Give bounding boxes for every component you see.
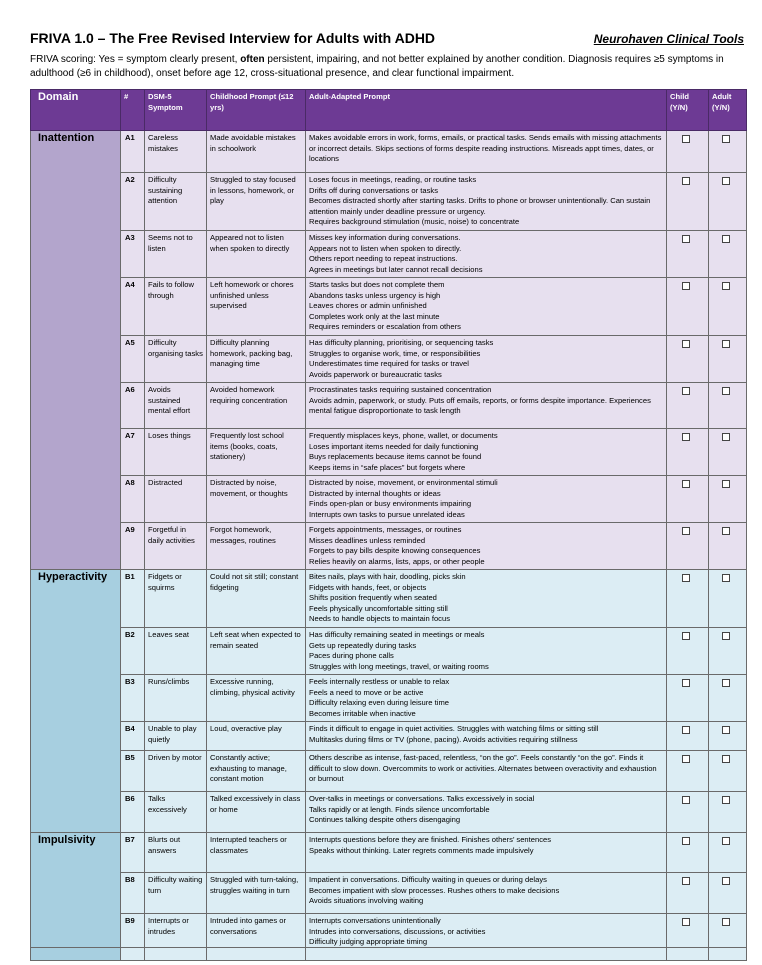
adult-prompt-line: Gets up repeatedly during tasks xyxy=(309,640,417,650)
table-row xyxy=(31,131,747,173)
childhood-prompt: Forgot homework, messages, routines xyxy=(207,523,306,570)
adult-prompt xyxy=(306,336,667,383)
adult-prompt-line: Becomes impatient with slow processes. Rushes others to make decisions xyxy=(309,885,560,895)
child-cell xyxy=(667,628,709,675)
symptom-id: A5 xyxy=(121,336,145,383)
adult-checkbox[interactable] xyxy=(722,918,730,926)
table-row xyxy=(31,914,747,961)
adult-prompt-line: Speaks without thinking. Later regrets comments made impulsively xyxy=(309,845,534,855)
adult-checkbox[interactable] xyxy=(722,433,730,441)
adult-cell xyxy=(709,722,747,751)
adult-prompt-line: Abandons tasks unless urgency is high xyxy=(309,290,441,300)
child-cell xyxy=(667,429,709,476)
adult-prompt-line: Loses focus in meetings, reading, or routine tasks xyxy=(309,175,477,184)
adult-prompt xyxy=(306,131,667,173)
adult-prompt-line: Becomes irritable when inactive xyxy=(309,708,416,718)
child-checkbox[interactable] xyxy=(682,235,690,243)
adult-prompt-line: Has difficulty remaining seated in meetings or meals xyxy=(309,630,485,639)
adult-cell xyxy=(709,833,747,873)
symptom-id: A6 xyxy=(121,383,145,429)
childhood-prompt: Could not sit still; constant fidgeting xyxy=(207,570,306,628)
child-checkbox[interactable] xyxy=(682,755,690,763)
adult-checkbox[interactable] xyxy=(722,837,730,845)
adult-prompt xyxy=(306,751,667,792)
col-header-adult: Adult (Y/N) xyxy=(709,90,747,131)
adult-prompt xyxy=(306,833,667,873)
symptom-id: A8 xyxy=(121,476,145,523)
adult-cell xyxy=(709,429,747,476)
bottom-rule xyxy=(30,947,746,948)
adult-cell xyxy=(709,173,747,231)
symptom-id: B1 xyxy=(121,570,145,628)
adult-checkbox[interactable] xyxy=(722,387,730,395)
child-checkbox[interactable] xyxy=(682,387,690,395)
child-cell xyxy=(667,231,709,278)
child-cell xyxy=(667,278,709,336)
adult-cell xyxy=(709,751,747,792)
adult-prompt-line: Forgets to pay bills despite knowing consequences xyxy=(309,546,481,555)
adult-prompt-line: Difficulty judging appropriate timing xyxy=(309,937,428,946)
table-row xyxy=(31,675,747,722)
symptom-id: A2 xyxy=(121,173,145,231)
adult-cell xyxy=(709,336,747,383)
symptom-name: Blurts out answers xyxy=(145,833,207,873)
brand-name: Neurohaven Clinical Tools xyxy=(593,32,744,46)
adult-cell xyxy=(709,523,747,570)
adult-prompt xyxy=(306,278,667,336)
adult-cell xyxy=(709,675,747,722)
scoring-note xyxy=(30,53,750,81)
scoring-emphasis: often xyxy=(240,54,265,65)
child-cell xyxy=(667,792,709,833)
table-row xyxy=(31,523,747,570)
adult-prompt-line: Continues talking despite others disengaging xyxy=(309,815,461,824)
symptom-name: Forgetful in daily activities xyxy=(145,523,207,570)
adult-checkbox[interactable] xyxy=(722,235,730,243)
adult-checkbox[interactable] xyxy=(722,877,730,885)
table-body xyxy=(31,131,747,961)
adult-prompt-line: Feels internally restless or unable to relax xyxy=(309,677,450,686)
domain-label: Inattention xyxy=(31,131,121,570)
adult-checkbox[interactable] xyxy=(722,527,730,535)
adult-prompt xyxy=(306,429,667,476)
adult-prompt-line: Procrastinates tasks requiring sustained concentration xyxy=(309,385,492,394)
adult-prompt-line: Needs to handle objects to maintain focus xyxy=(309,614,450,623)
table-row xyxy=(31,570,747,628)
adult-checkbox[interactable] xyxy=(722,574,730,582)
table-row xyxy=(31,173,747,231)
child-checkbox[interactable] xyxy=(682,726,690,734)
child-checkbox[interactable] xyxy=(682,135,690,143)
childhood-prompt: Frequently lost school items (books, coats, stationery) xyxy=(207,429,306,476)
symptom-name: Loses things xyxy=(145,429,207,476)
childhood-prompt: Interrupted teachers or classmates xyxy=(207,833,306,873)
col-header-symptom: DSM-5 Symptom xyxy=(145,90,207,131)
adult-checkbox[interactable] xyxy=(722,796,730,804)
adult-prompt-line: Misses key information during conversations. xyxy=(309,233,461,242)
adult-checkbox[interactable] xyxy=(722,135,730,143)
adult-prompt-line: Intrudes into conversations, discussions, or activities xyxy=(309,926,486,936)
table-row xyxy=(31,722,747,751)
adult-prompt-line: Struggles to organise work, time, or responsibilities xyxy=(309,348,481,358)
child-cell xyxy=(667,523,709,570)
symptom-id: A4 xyxy=(121,278,145,336)
child-cell xyxy=(667,131,709,173)
adult-prompt xyxy=(306,523,667,570)
adult-prompt-line: Finds it difficult to engage in quiet activities. Struggles with watching films or sitting still xyxy=(309,724,599,733)
childhood-prompt: Left homework or chores unfinished unless supervised xyxy=(207,278,306,336)
child-checkbox[interactable] xyxy=(682,632,690,640)
symptom-id: A9 xyxy=(121,523,145,570)
adult-prompt-line: Feels a need to move or be active xyxy=(309,687,424,697)
adult-checkbox[interactable] xyxy=(722,282,730,290)
table-row xyxy=(31,231,747,278)
adult-cell xyxy=(709,131,747,173)
adult-prompt xyxy=(306,628,667,675)
adult-checkbox[interactable] xyxy=(722,177,730,185)
adult-prompt-line: Drifts off during conversations or tasks xyxy=(309,185,439,195)
symptom-id: B7 xyxy=(121,833,145,873)
symptom-table xyxy=(30,89,747,961)
adult-cell xyxy=(709,383,747,429)
col-header-adult-prompt: Adult-Adapted Prompt xyxy=(306,90,667,131)
adult-checkbox[interactable] xyxy=(722,679,730,687)
symptom-id: B5 xyxy=(121,751,145,792)
adult-prompt-line: Bites nails, plays with hair, doodling, picks skin xyxy=(309,572,466,581)
adult-prompt-line: Misses deadlines unless reminded xyxy=(309,535,426,545)
adult-prompt-line: Interrupts questions before they are finished. Finishes others’ sentences xyxy=(309,835,552,844)
childhood-prompt: Made avoidable mistakes in schoolwork xyxy=(207,131,306,173)
symptom-name: Interrupts or intrudes xyxy=(145,914,207,961)
childhood-prompt: Talked excessively in class or home xyxy=(207,792,306,833)
col-header-child: Child (Y/N) xyxy=(667,90,709,131)
table-row xyxy=(31,628,747,675)
child-checkbox[interactable] xyxy=(682,282,690,290)
child-cell xyxy=(667,722,709,751)
col-header-id: # xyxy=(121,90,145,131)
adult-prompt xyxy=(306,792,667,833)
childhood-prompt: Avoided homework requiring concentration xyxy=(207,383,306,429)
adult-cell xyxy=(709,792,747,833)
adult-prompt-line: Interrupts own tasks to pursue unrelated ideas xyxy=(309,509,465,519)
table-row xyxy=(31,278,747,336)
childhood-prompt: Constantly active; exhausting to manage, constant motion xyxy=(207,751,306,792)
adult-prompt-line: Shifts position frequently when seated xyxy=(309,593,437,602)
childhood-prompt: Loud, overactive play xyxy=(207,722,306,751)
table-row xyxy=(31,792,747,833)
symptom-id: B8 xyxy=(121,873,145,914)
adult-checkbox[interactable] xyxy=(722,726,730,734)
symptom-name: Runs/climbs xyxy=(145,675,207,722)
col-header-childhood: Childhood Prompt (≤12 yrs) xyxy=(207,90,306,131)
adult-prompt-line: Fidgets with hands, feet, or objects xyxy=(309,582,427,592)
adult-checkbox[interactable] xyxy=(722,632,730,640)
symptom-name: Avoids sustained mental effort xyxy=(145,383,207,429)
symptom-id: A7 xyxy=(121,429,145,476)
child-cell xyxy=(667,476,709,523)
adult-prompt-line: Avoids admin, paperwork, or study. Puts off emails, reports, or forms despite importance. Experiences mental fatigue disproportionate to task length xyxy=(309,395,651,415)
adult-prompt xyxy=(306,383,667,429)
adult-prompt-line: Distracted by internal thoughts or ideas xyxy=(309,488,441,498)
child-cell xyxy=(667,751,709,792)
symptom-id: B9 xyxy=(121,914,145,961)
adult-prompt-line: Avoids paperwork or bureaucratic tasks xyxy=(309,369,442,379)
domain-label: Hyperactivity xyxy=(31,570,121,833)
adult-prompt-line: Agrees in meetings but later cannot recall decisions xyxy=(309,264,483,274)
adult-cell xyxy=(709,476,747,523)
adult-prompt xyxy=(306,476,667,523)
domain-label: Impulsivity xyxy=(31,833,121,961)
adult-cell xyxy=(709,873,747,914)
symptom-id: B2 xyxy=(121,628,145,675)
symptom-name: Driven by motor xyxy=(145,751,207,792)
adult-prompt-line: Interrupts conversations unintentionally xyxy=(309,916,441,925)
adult-prompt-line: Frequently misplaces keys, phone, wallet, or documents xyxy=(309,431,498,440)
child-checkbox[interactable] xyxy=(682,918,690,926)
adult-cell xyxy=(709,628,747,675)
adult-checkbox[interactable] xyxy=(722,755,730,763)
adult-prompt-line: Becomes distracted shortly after starting tasks. Drifts to phone or browser unintentionally. Can sustain attention mainly under deadline pressure or urgency. xyxy=(309,196,651,216)
adult-prompt-line: Starts tasks but does not complete them xyxy=(309,280,445,289)
childhood-prompt: Appeared not to listen when spoken to directly xyxy=(207,231,306,278)
adult-prompt-line: Has difficulty planning, prioritising, or sequencing tasks xyxy=(309,338,494,347)
symptom-name: Difficulty organising tasks xyxy=(145,336,207,383)
symptom-name: Fidgets or squirms xyxy=(145,570,207,628)
adult-prompt-line: Multitasks during films or TV (phone, pacing). Avoids activities requiring stillness xyxy=(309,734,578,744)
child-checkbox[interactable] xyxy=(682,574,690,582)
adult-prompt-line: Relies heavily on alarms, lists, apps, or other people xyxy=(309,556,485,566)
symptom-id: A3 xyxy=(121,231,145,278)
table-row xyxy=(31,336,747,383)
adult-prompt-line: Paces during phone calls xyxy=(309,651,394,660)
table-row xyxy=(31,751,747,792)
adult-prompt-line: Impatient in conversations. Difficulty waiting in queues or during delays xyxy=(309,875,547,884)
adult-prompt xyxy=(306,231,667,278)
childhood-prompt: Left seat when expected to remain seated xyxy=(207,628,306,675)
child-checkbox[interactable] xyxy=(682,679,690,687)
symptom-id: B3 xyxy=(121,675,145,722)
table-row xyxy=(31,429,747,476)
child-cell xyxy=(667,570,709,628)
table-row xyxy=(31,873,747,914)
adult-prompt-line: Completes work only at the last minute xyxy=(309,311,440,321)
symptom-name: Distracted xyxy=(145,476,207,523)
adult-prompt xyxy=(306,173,667,231)
symptom-id: A1 xyxy=(121,131,145,173)
adult-cell xyxy=(709,278,747,336)
childhood-prompt: Intruded into games or conversations xyxy=(207,914,306,961)
adult-prompt-line: Avoids situations involving waiting xyxy=(309,896,424,905)
adult-prompt-line: Others report needing to repeat instructions. xyxy=(309,254,458,263)
adult-prompt-line: Distracted by noise, movement, or environmental stimuli xyxy=(309,478,498,487)
adult-cell xyxy=(709,570,747,628)
child-checkbox[interactable] xyxy=(682,177,690,185)
child-cell xyxy=(667,873,709,914)
child-cell xyxy=(667,383,709,429)
col-header-domain: Domain xyxy=(31,90,121,131)
adult-prompt xyxy=(306,914,667,961)
adult-prompt-line: Requires reminders or escalation from others xyxy=(309,322,461,331)
adult-prompt-line: Loses important items needed for daily functioning xyxy=(309,441,479,451)
adult-prompt xyxy=(306,570,667,628)
adult-checkbox[interactable] xyxy=(722,340,730,348)
child-checkbox[interactable] xyxy=(682,796,690,804)
symptom-id: B4 xyxy=(121,722,145,751)
adult-prompt-line: Talks rapidly or at length. Finds silence uncomfortable xyxy=(309,804,490,814)
adult-prompt-line: Struggles with long meetings, travel, or waiting rooms xyxy=(309,661,489,671)
symptom-name: Difficulty waiting turn xyxy=(145,873,207,914)
adult-cell xyxy=(709,914,747,961)
adult-prompt xyxy=(306,722,667,751)
child-checkbox[interactable] xyxy=(682,433,690,441)
table-header-row xyxy=(31,90,747,131)
symptom-name: Difficulty sustaining attention xyxy=(145,173,207,231)
adult-prompt-line: Keeps items in “safe places” but forgets where xyxy=(309,462,466,472)
adult-prompt-line: Finds open-plan or busy environments impairing xyxy=(309,499,472,508)
child-checkbox[interactable] xyxy=(682,480,690,488)
childhood-prompt: Struggled to stay focused in lessons, homework, or play xyxy=(207,173,306,231)
child-cell xyxy=(667,173,709,231)
adult-prompt-line: Others describe as intense, fast-paced, relentless, “on the go”. Feels constantly “on the go”. Finds it difficult to slow down. Overcommits to work or activities. Alternates between overactivity and exhaustion or burnout xyxy=(309,753,657,783)
symptom-name: Seems not to listen xyxy=(145,231,207,278)
adult-prompt-line: Appears not to listen when spoken to directly. xyxy=(309,243,462,253)
childhood-prompt: Excessive running, climbing, physical activity xyxy=(207,675,306,722)
childhood-prompt: Distracted by noise, movement, or thoughts xyxy=(207,476,306,523)
adult-checkbox[interactable] xyxy=(722,480,730,488)
document-title: FRIVA 1.0 – The Free Revised Interview for Adults with ADHD xyxy=(30,30,436,46)
childhood-prompt: Struggled with turn-taking, struggles waiting in turn xyxy=(207,873,306,914)
child-cell xyxy=(667,336,709,383)
adult-prompt-line: Buys replacements because items cannot be found xyxy=(309,452,482,461)
scoring-prefix: FRIVA scoring: Yes = symptom clearly present, xyxy=(30,54,241,65)
symptom-name: Careless mistakes xyxy=(145,131,207,173)
symptom-name: Fails to follow through xyxy=(145,278,207,336)
child-checkbox[interactable] xyxy=(682,340,690,348)
symptom-name: Unable to play quietly xyxy=(145,722,207,751)
adult-prompt xyxy=(306,873,667,914)
adult-prompt-line: Requires background stimulation (music, noise) to concentrate xyxy=(309,217,520,226)
adult-prompt-line: Over-talks in meetings or conversations. Talks excessively in social xyxy=(309,794,535,803)
symptom-name: Talks excessively xyxy=(145,792,207,833)
child-checkbox[interactable] xyxy=(682,837,690,845)
symptom-name: Leaves seat xyxy=(145,628,207,675)
adult-prompt-line: Makes avoidable errors in work, forms, emails, or practical tasks. Sends emails with missing attachments or incorrect details. Skips sections of forms despite reading instructions. Misreads appt times, dates, or locations xyxy=(309,133,662,163)
child-checkbox[interactable] xyxy=(682,527,690,535)
childhood-prompt: Difficulty planning homework, packing bag, managing time xyxy=(207,336,306,383)
table-row xyxy=(31,833,747,873)
child-cell xyxy=(667,914,709,961)
adult-prompt xyxy=(306,675,667,722)
child-checkbox[interactable] xyxy=(682,877,690,885)
adult-prompt-line: Forgets appointments, messages, or routines xyxy=(309,525,462,534)
adult-prompt-line: Feels physically uncomfortable sitting still xyxy=(309,603,448,613)
table-row xyxy=(31,383,747,429)
adult-cell xyxy=(709,231,747,278)
adult-prompt-line: Leaves chores or admin unfinished xyxy=(309,301,427,310)
symptom-id: B6 xyxy=(121,792,145,833)
adult-prompt-line: Underestimates time required for tasks or travel xyxy=(309,359,469,368)
adult-prompt-line: Difficulty relaxing even during leisure time xyxy=(309,698,449,707)
scoring-suffix: persistent, impairing, and not better explained by another condition. Diagnosis requires ≥5 symptoms in adulthood (≥6 in childhood), onset before age 12, cross-situational presence, and clear functional impairment. xyxy=(30,54,724,79)
child-cell xyxy=(667,833,709,873)
table-row xyxy=(31,476,747,523)
child-cell xyxy=(667,675,709,722)
